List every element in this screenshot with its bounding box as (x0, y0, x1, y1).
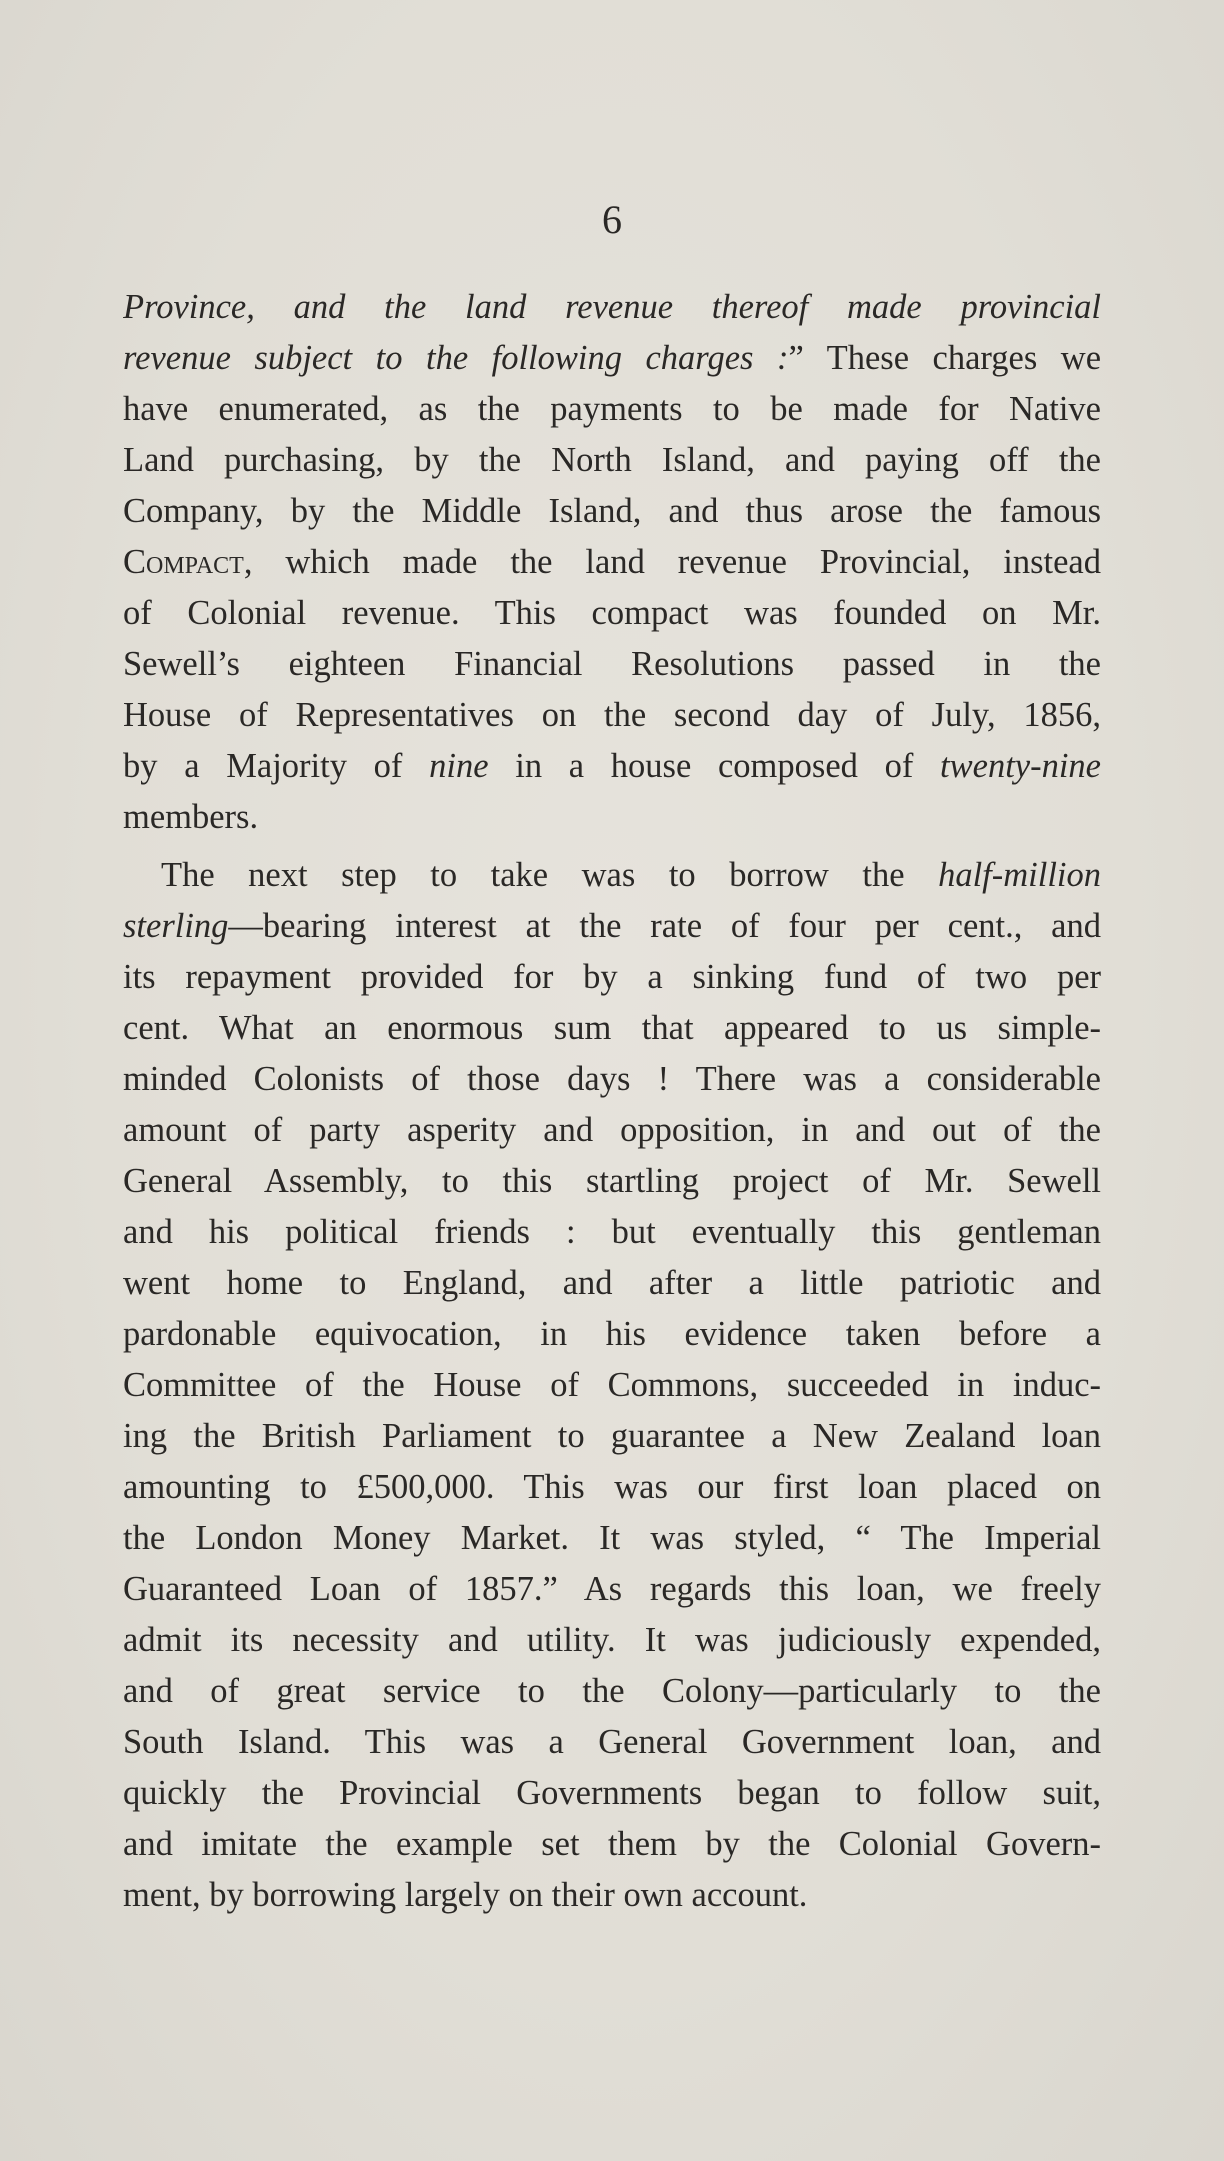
italic-text: half-million (938, 856, 1101, 894)
text-run: quickly the Provincial Governments began to follow suit, (123, 1774, 1101, 1812)
text-line (123, 1105, 1101, 1156)
text-line (123, 1819, 1101, 1870)
text-run: the London Money Market. It was styled, “ The Imperial (123, 1519, 1101, 1557)
text-run: have enumerated, as the payments to be made for Native (123, 390, 1101, 428)
text-line (123, 588, 1101, 639)
text-run: minded Colonists of those days ! There was a considerable (123, 1060, 1101, 1098)
text-run: and of great service to the Colony—particularly to the (123, 1672, 1101, 1710)
page-number: 6 (602, 197, 622, 242)
text-line (123, 1156, 1101, 1207)
text-run: ” These charges we (788, 339, 1101, 377)
text-run: Company, by the Middle Island, and thus arose the famous (123, 492, 1101, 530)
italic-text: Province, and the land revenue thereof made provincial (123, 288, 1101, 326)
text-run: Land purchasing, by the North Island, and paying off the (123, 441, 1101, 479)
text-line (123, 1870, 1101, 1921)
text-run: South Island. This was a General Government loan, and (123, 1723, 1101, 1761)
text-run: of Colonial revenue. This compact was founded on Mr. (123, 594, 1101, 632)
text-run: members. (123, 798, 259, 836)
text-line (123, 792, 1101, 843)
text-line (123, 435, 1101, 486)
text-run: cent. What an enormous sum that appeared to us simple- (123, 1009, 1101, 1047)
text-run: went home to England, and after a little patriotic and (123, 1264, 1101, 1302)
text-line (123, 384, 1101, 435)
text-line (123, 333, 1101, 384)
text-line (123, 486, 1101, 537)
text-line (123, 850, 1101, 901)
text-line (123, 1054, 1101, 1105)
text-line (123, 1615, 1101, 1666)
text-run: Guaranteed Loan of 1857.” As regards this loan, we freely (123, 1570, 1101, 1608)
text-run: its repayment provided for by a sinking fund of two per (123, 958, 1101, 996)
text-run: amount of party asperity and opposition, in and out of the (123, 1111, 1101, 1149)
text-line (123, 1309, 1101, 1360)
text-run: Committee of the House of Commons, succeeded in induc- (123, 1366, 1101, 1404)
text-run: , which made the land revenue Provincial, instead (243, 543, 1101, 581)
body-text (123, 282, 1101, 1921)
text-run: amounting to £500,000. This was our first loan placed on (123, 1468, 1101, 1506)
text-run: The next step to take was to borrow the (161, 856, 939, 894)
text-line (123, 282, 1101, 333)
text-run: ment, by borrowing largely on their own account. (123, 1876, 808, 1914)
text-run: by a Majority of (123, 747, 430, 785)
text-line (123, 1462, 1101, 1513)
text-line (123, 1360, 1101, 1411)
text-run: —bearing interest at the rate of four per cent., and (228, 907, 1101, 945)
text-run: pardonable equivocation, in his evidence taken before a (123, 1315, 1101, 1353)
text-line (123, 1411, 1101, 1462)
text-line (123, 690, 1101, 741)
italic-text: nine (429, 747, 489, 785)
text-run: ing the British Parliament to guarantee a New Zealand loan (123, 1417, 1101, 1455)
italic-text: revenue subject to the following charges : (123, 339, 789, 377)
text-line (123, 1003, 1101, 1054)
text-run: and imitate the example set them by the Colonial Govern- (123, 1825, 1101, 1863)
text-line (123, 901, 1101, 952)
text-line (123, 537, 1101, 588)
text-line (123, 639, 1101, 690)
text-run: and his political friends : but eventually this gentleman (123, 1213, 1101, 1251)
text-line (123, 1666, 1101, 1717)
italic-text: twenty-nine (940, 747, 1101, 785)
text-line (123, 1717, 1101, 1768)
text-run: Sewell’s eighteen Financial Resolutions passed in the (123, 645, 1101, 683)
text-line (123, 1513, 1101, 1564)
text-run: in a house composed of (488, 747, 941, 785)
text-line (123, 1768, 1101, 1819)
small-caps-text: Compact (123, 543, 244, 581)
text-line (123, 1207, 1101, 1258)
text-run: General Assembly, to this startling project of Mr. Sewell (123, 1162, 1101, 1200)
text-line (123, 1564, 1101, 1615)
text-run: admit its necessity and utility. It was judiciously expended, (123, 1621, 1101, 1659)
text-line (123, 952, 1101, 1003)
text-line (123, 741, 1101, 792)
text-run: House of Representatives on the second day of July, 1856, (123, 696, 1101, 734)
italic-text: sterling (123, 907, 229, 945)
text-line (123, 1258, 1101, 1309)
